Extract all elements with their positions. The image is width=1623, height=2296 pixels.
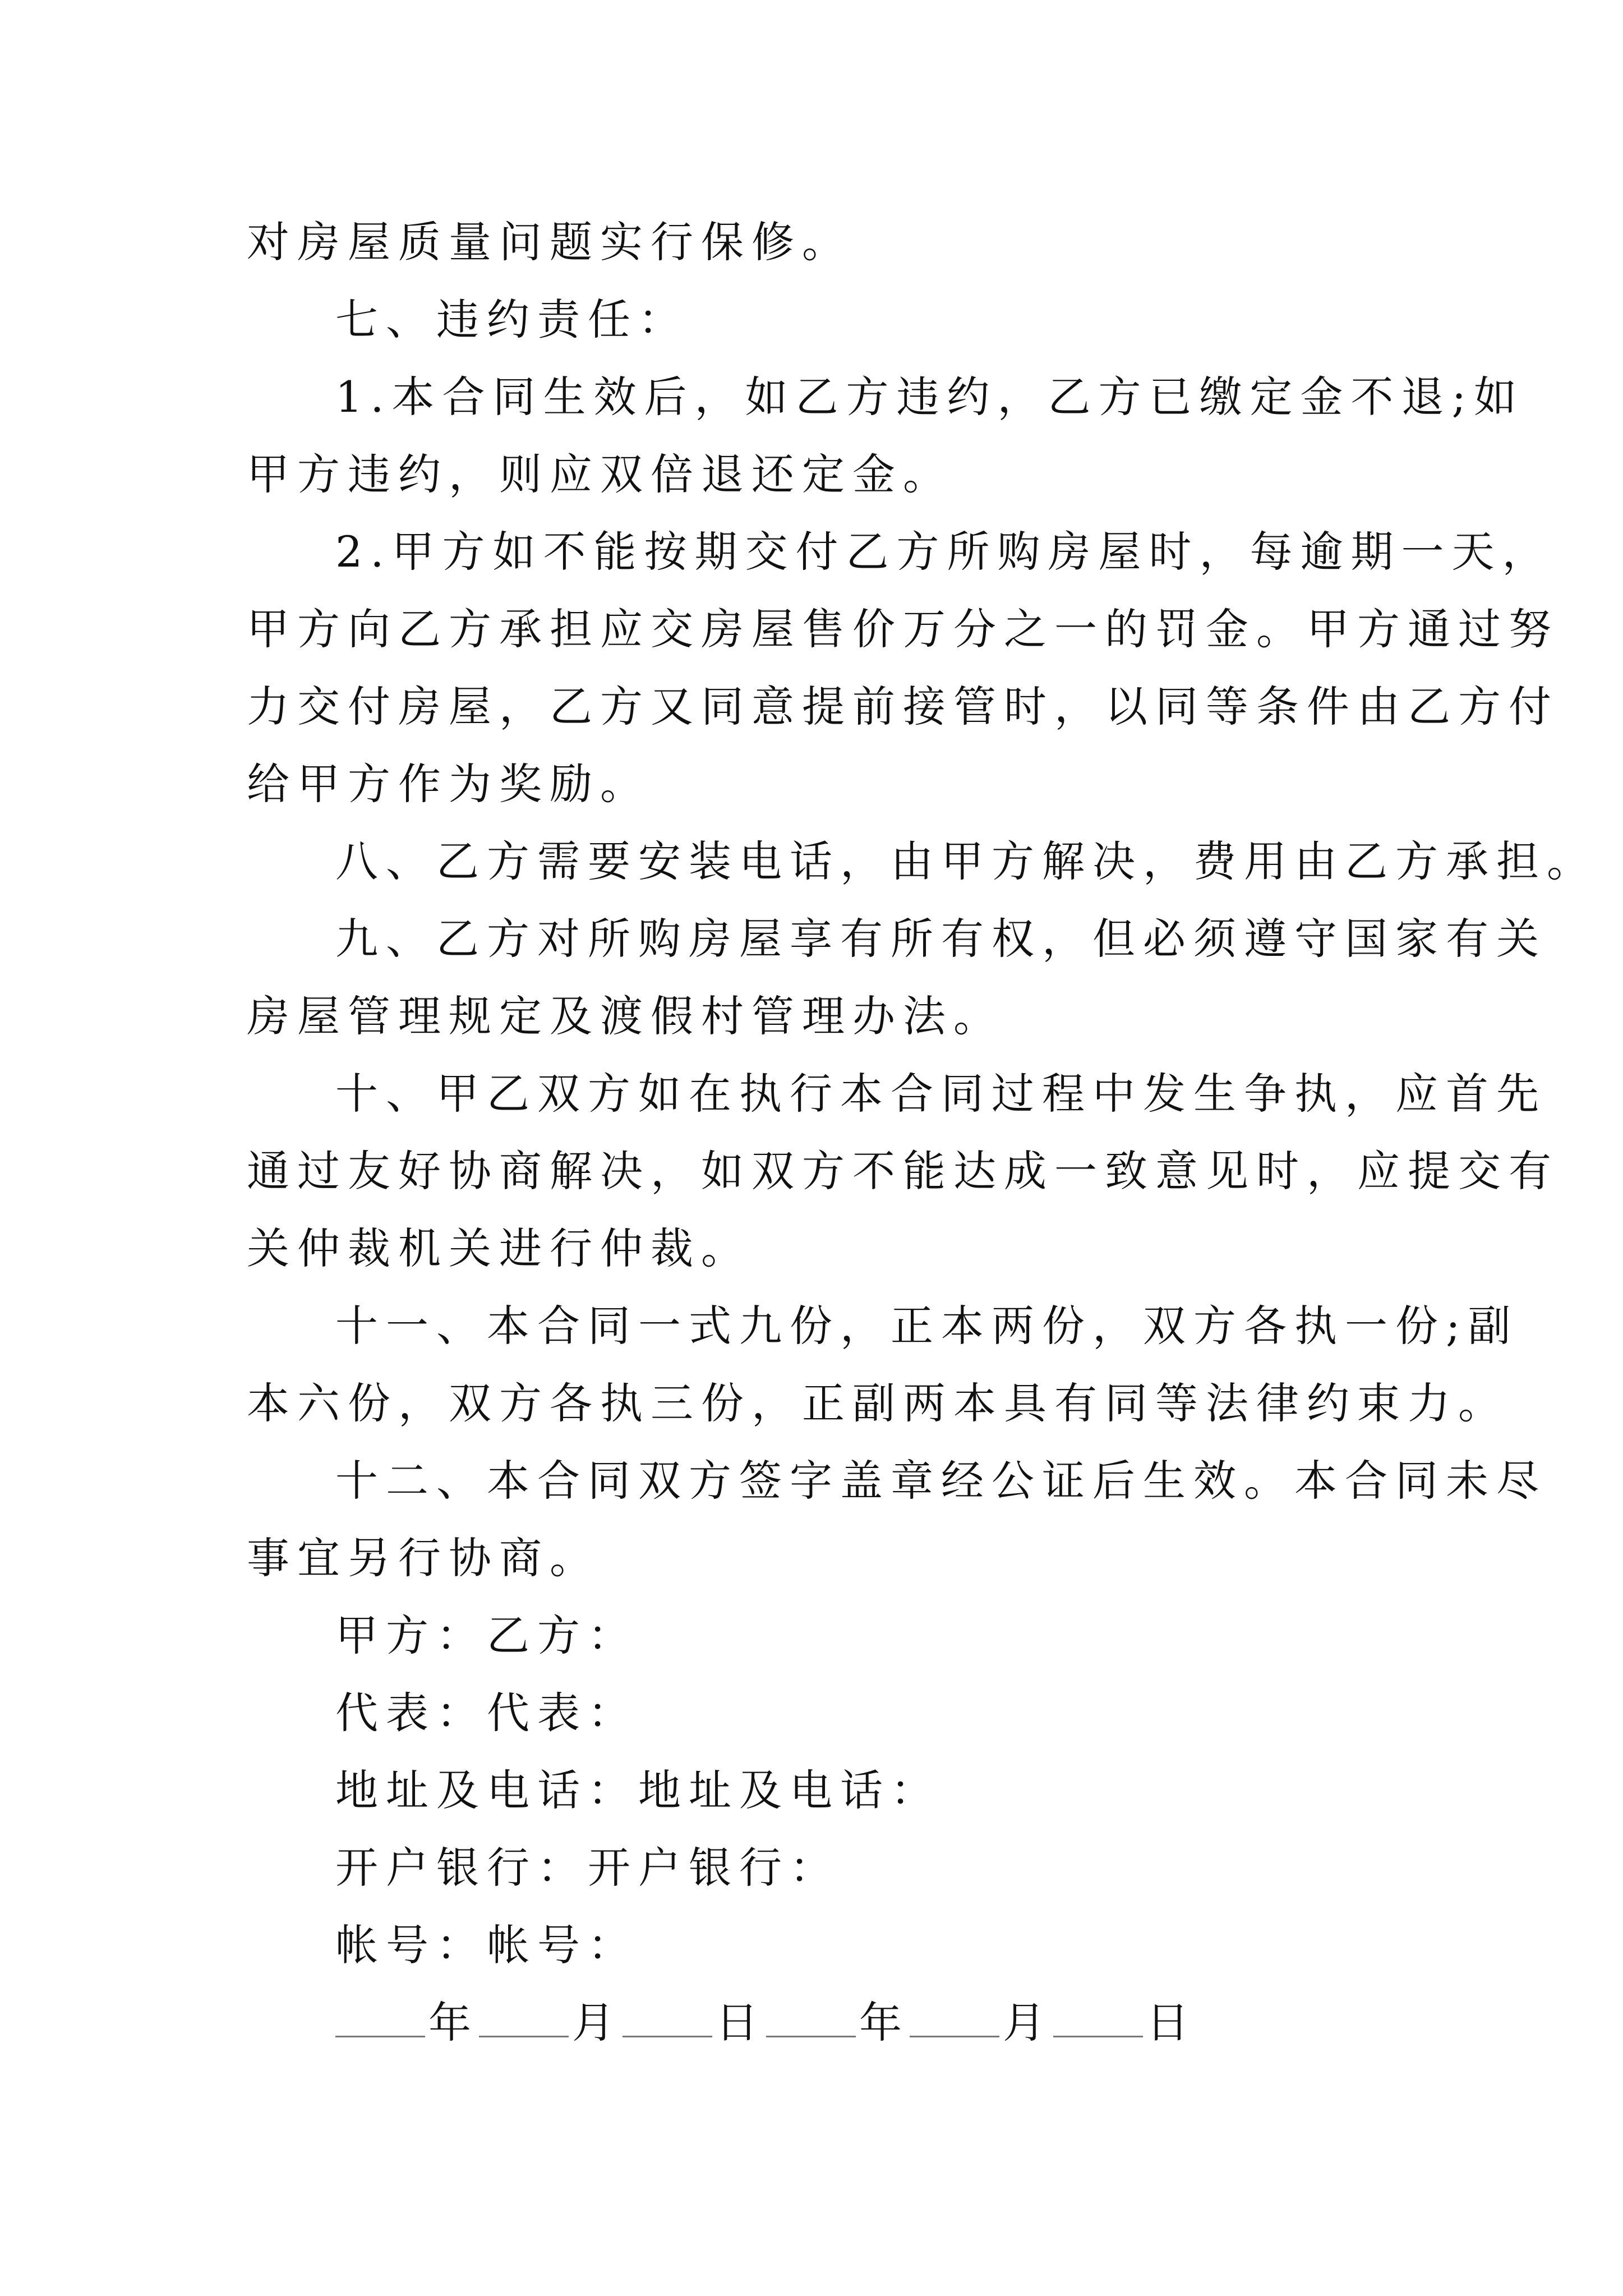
- year-label: 年: [428, 1998, 479, 2047]
- date-line: [335, 1995, 1197, 2051]
- date-blank: [1053, 2002, 1143, 2037]
- text-line: 关仲裁机关进行仲裁。: [247, 1223, 751, 1273]
- signature-bank-line: 开户银行：开户银行：: [335, 1843, 840, 1893]
- text-line: 力交付房屋，乙方又同意提前接管时，以同等条件由乙方付: [247, 682, 1559, 731]
- text-line: 十二、本合同双方签字盖章经公证后生效。本合同未尽: [335, 1456, 1547, 1506]
- signature-address-line: 地址及电话：地址及电话：: [335, 1765, 941, 1815]
- date-blank: [623, 2002, 712, 2037]
- date-blank: [335, 2002, 425, 2037]
- month-label: 月: [1003, 1998, 1053, 2047]
- section-heading: 七、违约责任：: [335, 295, 689, 344]
- text-line: 甲方违约，则应双倍退还定金。: [247, 449, 953, 499]
- signature-account-line: 帐号：帐号：: [335, 1920, 638, 1970]
- text-line: 对房屋质量问题实行保修。: [247, 217, 852, 267]
- date-blank: [479, 2002, 569, 2037]
- date-blank: [766, 2002, 856, 2037]
- text-line: 事宜另行协商。: [247, 1533, 600, 1583]
- day-label: 日: [716, 1998, 766, 2047]
- text-line: 2.甲方如不能按期交付乙方所购房屋时，每逾期一天，: [335, 527, 1553, 577]
- month-label: 月: [572, 1998, 623, 2047]
- year-label: 年: [859, 1998, 910, 2047]
- text-line: 十一、本合同一式九份，正本两份，双方各执一份;副: [335, 1301, 1519, 1351]
- text-line: 通过友好协商解决，如双方不能达成一致意见时，应提交有: [247, 1146, 1559, 1196]
- text-line: 八、乙方需要安装电话，由甲方解决，费用由乙方承担。: [335, 836, 1597, 886]
- signature-party-line: 甲方：乙方：: [335, 1611, 638, 1660]
- text-line: 十、甲乙双方如在执行本合同过程中发生争执，应首先: [335, 1069, 1547, 1119]
- text-line: 1.本合同生效后，如乙方违约，乙方已缴定金不退;如: [335, 372, 1525, 422]
- text-line: 本六份，双方各执三份，正副两本具有同等法律约束力。: [247, 1378, 1509, 1428]
- signature-representative-line: 代表：代表：: [335, 1688, 638, 1738]
- text-line: 房屋管理规定及渡假村管理办法。: [247, 991, 1004, 1041]
- date-blank: [910, 2002, 999, 2037]
- text-line: 九、乙方对所购房屋享有所有权，但必须遵守国家有关: [335, 914, 1547, 964]
- day-label: 日: [1146, 1998, 1197, 2047]
- text-line: 甲方向乙方承担应交房屋售价万分之一的罚金。甲方通过努: [247, 604, 1559, 654]
- text-line: 给甲方作为奖励。: [247, 759, 651, 809]
